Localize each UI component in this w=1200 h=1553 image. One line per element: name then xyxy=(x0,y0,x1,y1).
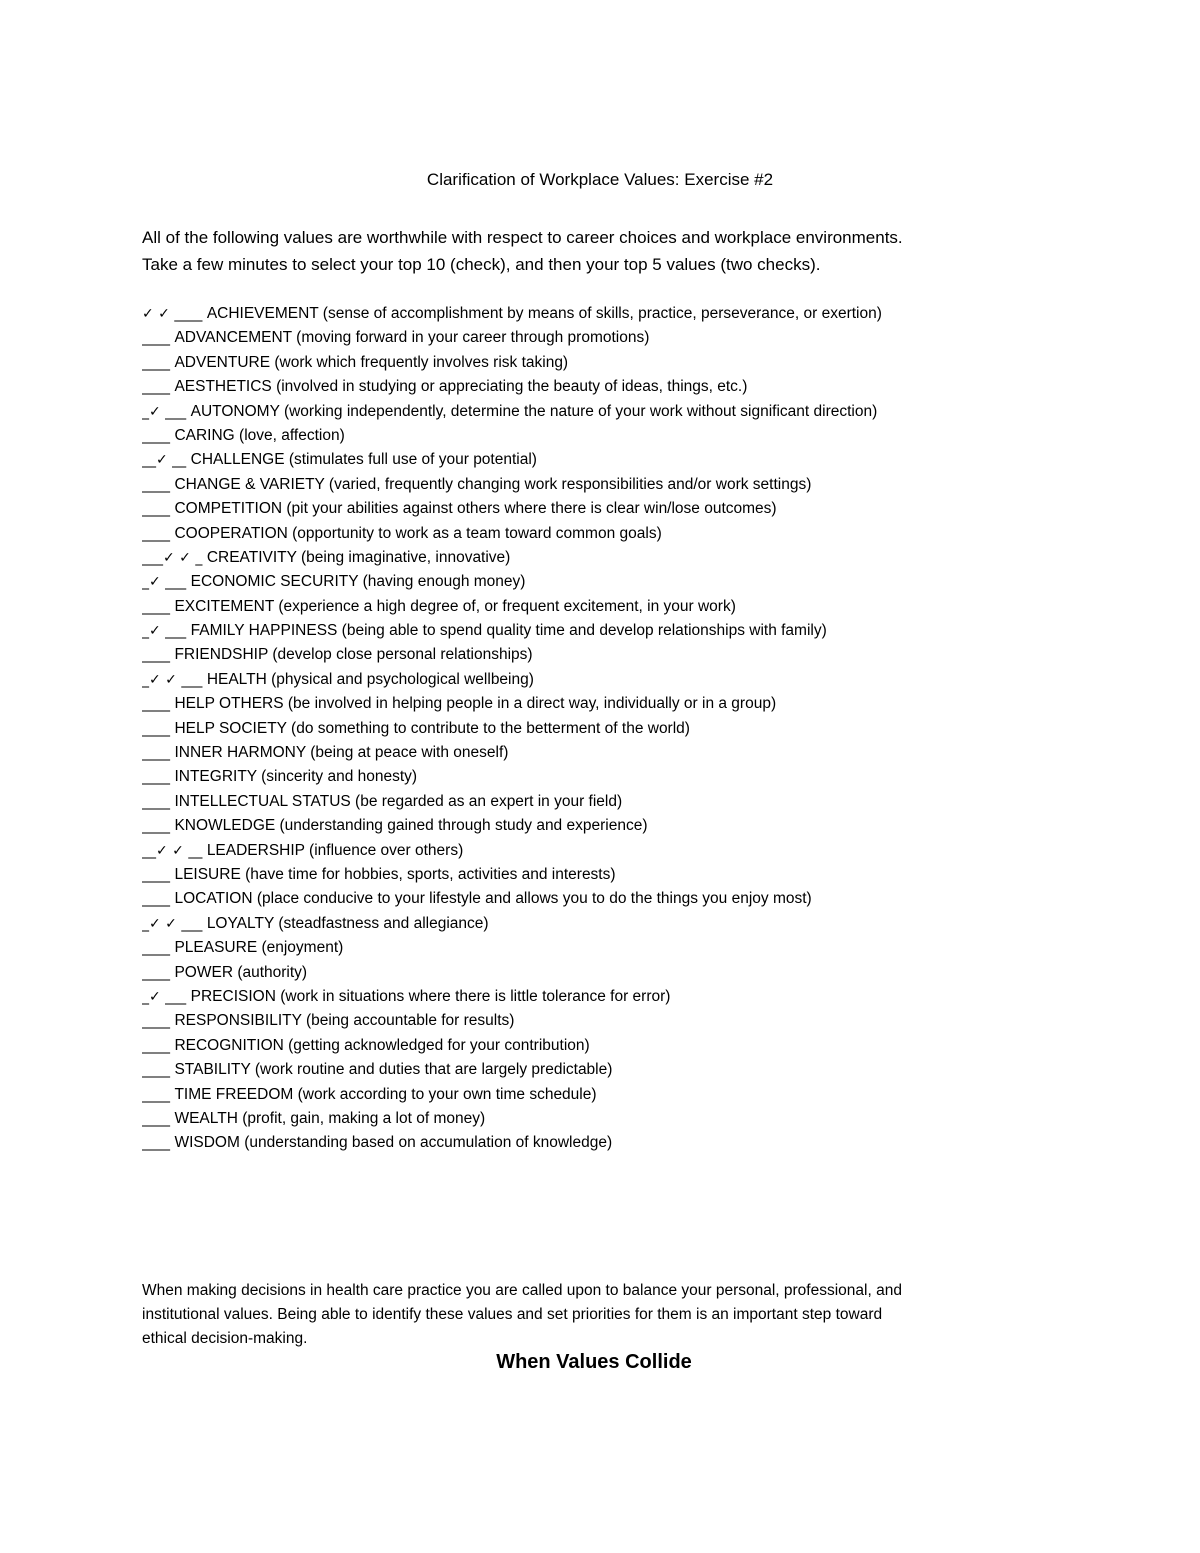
value-item xyxy=(142,1009,1102,1033)
value-item xyxy=(142,302,1102,326)
check-mark-blank[interactable]: ____ xyxy=(142,940,175,957)
value-item xyxy=(142,1107,1102,1131)
value-label: ACHIEVEMENT (sense of accomplishment by means of skills, practice, perseverance, or exertion) xyxy=(206,305,882,322)
value-item xyxy=(142,790,1102,814)
value-item xyxy=(142,595,1102,619)
check-mark-blank[interactable]: ____ xyxy=(142,891,175,908)
value-item xyxy=(142,936,1102,960)
check-mark-blank[interactable]: _✓ ___ xyxy=(142,574,191,591)
section-heading: When Values Collide xyxy=(496,1351,692,1373)
value-label: EXCITEMENT (experience a high degree of, or frequent excitement, in your work) xyxy=(174,597,736,615)
value-label: HELP SOCIETY (do something to contribute to the betterment of the world) xyxy=(174,719,690,737)
check-mark-blank[interactable]: ____ xyxy=(142,525,175,542)
check-mark-blank[interactable]: _✓ ✓ ___ xyxy=(142,671,207,688)
value-label: RESPONSIBILITY (being accountable for results) xyxy=(174,1012,515,1030)
value-label: CREATIVITY (being imaginative, innovative) xyxy=(206,548,511,566)
value-label: CARING (love, affection) xyxy=(174,426,345,444)
value-label: LOCATION (place conducive to your lifestyle and allows you to do the things you enjoy most) xyxy=(174,890,812,908)
value-label: POWER (authority) xyxy=(174,963,308,981)
value-label: HELP OTHERS (be involved in helping people in a direct way, individually or in a group) xyxy=(174,695,777,713)
closing-line: institutional values. Being able to identify these values and set priorities for them is an important step toward xyxy=(142,1306,883,1323)
value-item xyxy=(142,1083,1102,1107)
value-label: STABILITY (work routine and duties that are largely predictable) xyxy=(174,1061,613,1079)
check-mark-blank[interactable]: ____ xyxy=(142,354,175,371)
value-item xyxy=(142,448,1102,472)
value-label: INTEGRITY (sincerity and honesty) xyxy=(174,768,418,786)
check-mark-blank[interactable]: ____ xyxy=(142,1110,175,1127)
value-item xyxy=(142,643,1102,667)
closing-line: ethical decision-making. xyxy=(142,1330,308,1347)
check-mark-blank[interactable]: ____ xyxy=(142,769,175,786)
check-mark-blank[interactable]: ____ xyxy=(142,1062,175,1079)
value-label: HEALTH (physical and psychological wellbeing) xyxy=(206,670,534,688)
check-mark-blank[interactable]: ____ xyxy=(142,964,175,981)
value-label: COOPERATION (opportunity to work as a team toward common goals) xyxy=(174,524,662,542)
value-item xyxy=(142,473,1102,497)
check-mark-blank[interactable]: _✓ ___ xyxy=(142,988,191,1005)
value-item xyxy=(142,985,1102,1009)
check-mark-blank[interactable]: ____ xyxy=(142,501,175,518)
value-item xyxy=(142,570,1102,594)
value-label: TIME FREEDOM (work according to your own time schedule) xyxy=(174,1085,597,1103)
value-item xyxy=(142,961,1102,985)
value-label: CHALLENGE (stimulates full use of your potential) xyxy=(190,451,537,469)
value-item xyxy=(142,375,1102,399)
check-mark-blank[interactable]: _✓ ___ xyxy=(142,623,191,640)
value-item xyxy=(142,668,1102,692)
value-label: INTELLECTUAL STATUS (be regarded as an expert in your field) xyxy=(174,792,623,810)
value-label: WEALTH (profit, gain, making a lot of money) xyxy=(174,1109,486,1127)
check-mark-blank[interactable]: ____ xyxy=(142,647,175,664)
value-item xyxy=(142,741,1102,765)
check-mark-blank[interactable]: ____ xyxy=(142,745,175,762)
value-label: KNOWLEDGE (understanding gained through study and experience) xyxy=(174,817,648,835)
check-mark-blank[interactable]: ____ xyxy=(142,1013,175,1030)
intro-paragraph xyxy=(142,224,1102,278)
intro-line: Take a few minutes to select your top 10 (check), and then your top 5 values (two checks). xyxy=(142,255,821,274)
value-item xyxy=(142,326,1102,350)
check-mark-blank[interactable]: ____ xyxy=(142,866,175,883)
closing-paragraph xyxy=(142,1279,1072,1351)
value-item xyxy=(142,546,1102,570)
value-item xyxy=(142,765,1102,789)
value-item xyxy=(142,839,1102,863)
value-label: COMPETITION (pit your abilities against others where there is clear win/lose outcomes) xyxy=(174,500,777,518)
value-item xyxy=(142,1058,1102,1082)
closing-line: When making decisions in health care practice you are called upon to balance your personal, professional, and xyxy=(142,1282,902,1299)
value-label: ADVENTURE (work which frequently involves risk taking) xyxy=(174,353,569,371)
value-label: PLEASURE (enjoyment) xyxy=(174,939,344,957)
value-label: RECOGNITION (getting acknowledged for your contribution) xyxy=(174,1036,590,1054)
value-item xyxy=(142,1034,1102,1058)
check-mark-blank[interactable]: ✓ ✓ ____ xyxy=(142,306,207,322)
check-mark-blank[interactable]: ____ xyxy=(142,1086,175,1103)
value-item xyxy=(142,497,1102,521)
value-label: INNER HARMONY (being at peace with oneself) xyxy=(174,744,509,762)
value-label: ECONOMIC SECURITY (having enough money) xyxy=(190,573,526,591)
check-mark-blank[interactable]: ____ xyxy=(142,793,175,810)
value-item xyxy=(142,887,1102,911)
check-mark-blank[interactable]: ___✓ ✓ _ xyxy=(142,549,207,566)
check-mark-blank[interactable]: _✓ ✓ ___ xyxy=(142,915,207,932)
value-item xyxy=(142,424,1102,448)
value-label: LEADERSHIP (influence over others) xyxy=(206,841,464,859)
intro-line: All of the following values are worthwhile with respect to career choices and workplace environments. xyxy=(142,228,903,247)
check-mark-blank[interactable]: ____ xyxy=(142,696,175,713)
value-label: FAMILY HAPPINESS (being able to spend quality time and develop relationships with family) xyxy=(190,622,827,640)
value-label: AUTONOMY (working independently, determine the nature of your work without significant direction) xyxy=(190,402,878,420)
check-mark-blank[interactable]: ____ xyxy=(142,379,175,396)
value-label: LOYALTY (steadfastness and allegiance) xyxy=(206,914,489,932)
value-label: WISDOM (understanding based on accumulation of knowledge) xyxy=(174,1134,613,1152)
value-item xyxy=(142,351,1102,375)
check-mark-blank[interactable]: _✓ ___ xyxy=(142,403,191,420)
value-label: ADVANCEMENT (moving forward in your career through promotions) xyxy=(174,329,650,347)
check-mark-blank[interactable]: __✓ __ xyxy=(142,452,191,469)
values-checklist xyxy=(142,302,1102,1156)
check-mark-blank[interactable]: ____ xyxy=(142,720,175,737)
value-item xyxy=(142,912,1102,936)
value-item xyxy=(142,717,1102,741)
check-mark-blank[interactable]: ____ xyxy=(142,330,175,347)
value-item xyxy=(142,863,1102,887)
value-label: PRECISION (work in situations where there is little tolerance for error) xyxy=(190,987,671,1005)
value-item xyxy=(142,619,1102,643)
check-mark-blank[interactable]: ____ xyxy=(142,1135,175,1152)
check-mark-blank[interactable]: ____ xyxy=(142,1037,175,1054)
check-mark-blank[interactable]: ____ xyxy=(142,427,175,444)
value-item xyxy=(142,692,1102,716)
value-label: LEISURE (have time for hobbies, sports, activities and interests) xyxy=(174,865,616,883)
value-item xyxy=(142,1131,1102,1155)
check-mark-blank[interactable]: ____ xyxy=(142,818,175,835)
value-item xyxy=(142,814,1102,838)
value-item xyxy=(142,522,1102,546)
check-mark-blank[interactable]: ____ xyxy=(142,476,175,493)
check-mark-blank[interactable]: __✓ ✓ __ xyxy=(142,842,207,859)
value-item xyxy=(142,400,1102,424)
value-label: FRIENDSHIP (develop close personal relationships) xyxy=(174,646,533,664)
document-title: Clarification of Workplace Values: Exercise #2 xyxy=(426,170,774,189)
value-label: CHANGE & VARIETY (varied, frequently changing work responsibilities and/or work settings) xyxy=(174,475,812,493)
check-mark-blank[interactable]: ____ xyxy=(142,598,175,615)
value-label: AESTHETICS (involved in studying or appreciating the beauty of ideas, things, etc.) xyxy=(174,378,748,396)
